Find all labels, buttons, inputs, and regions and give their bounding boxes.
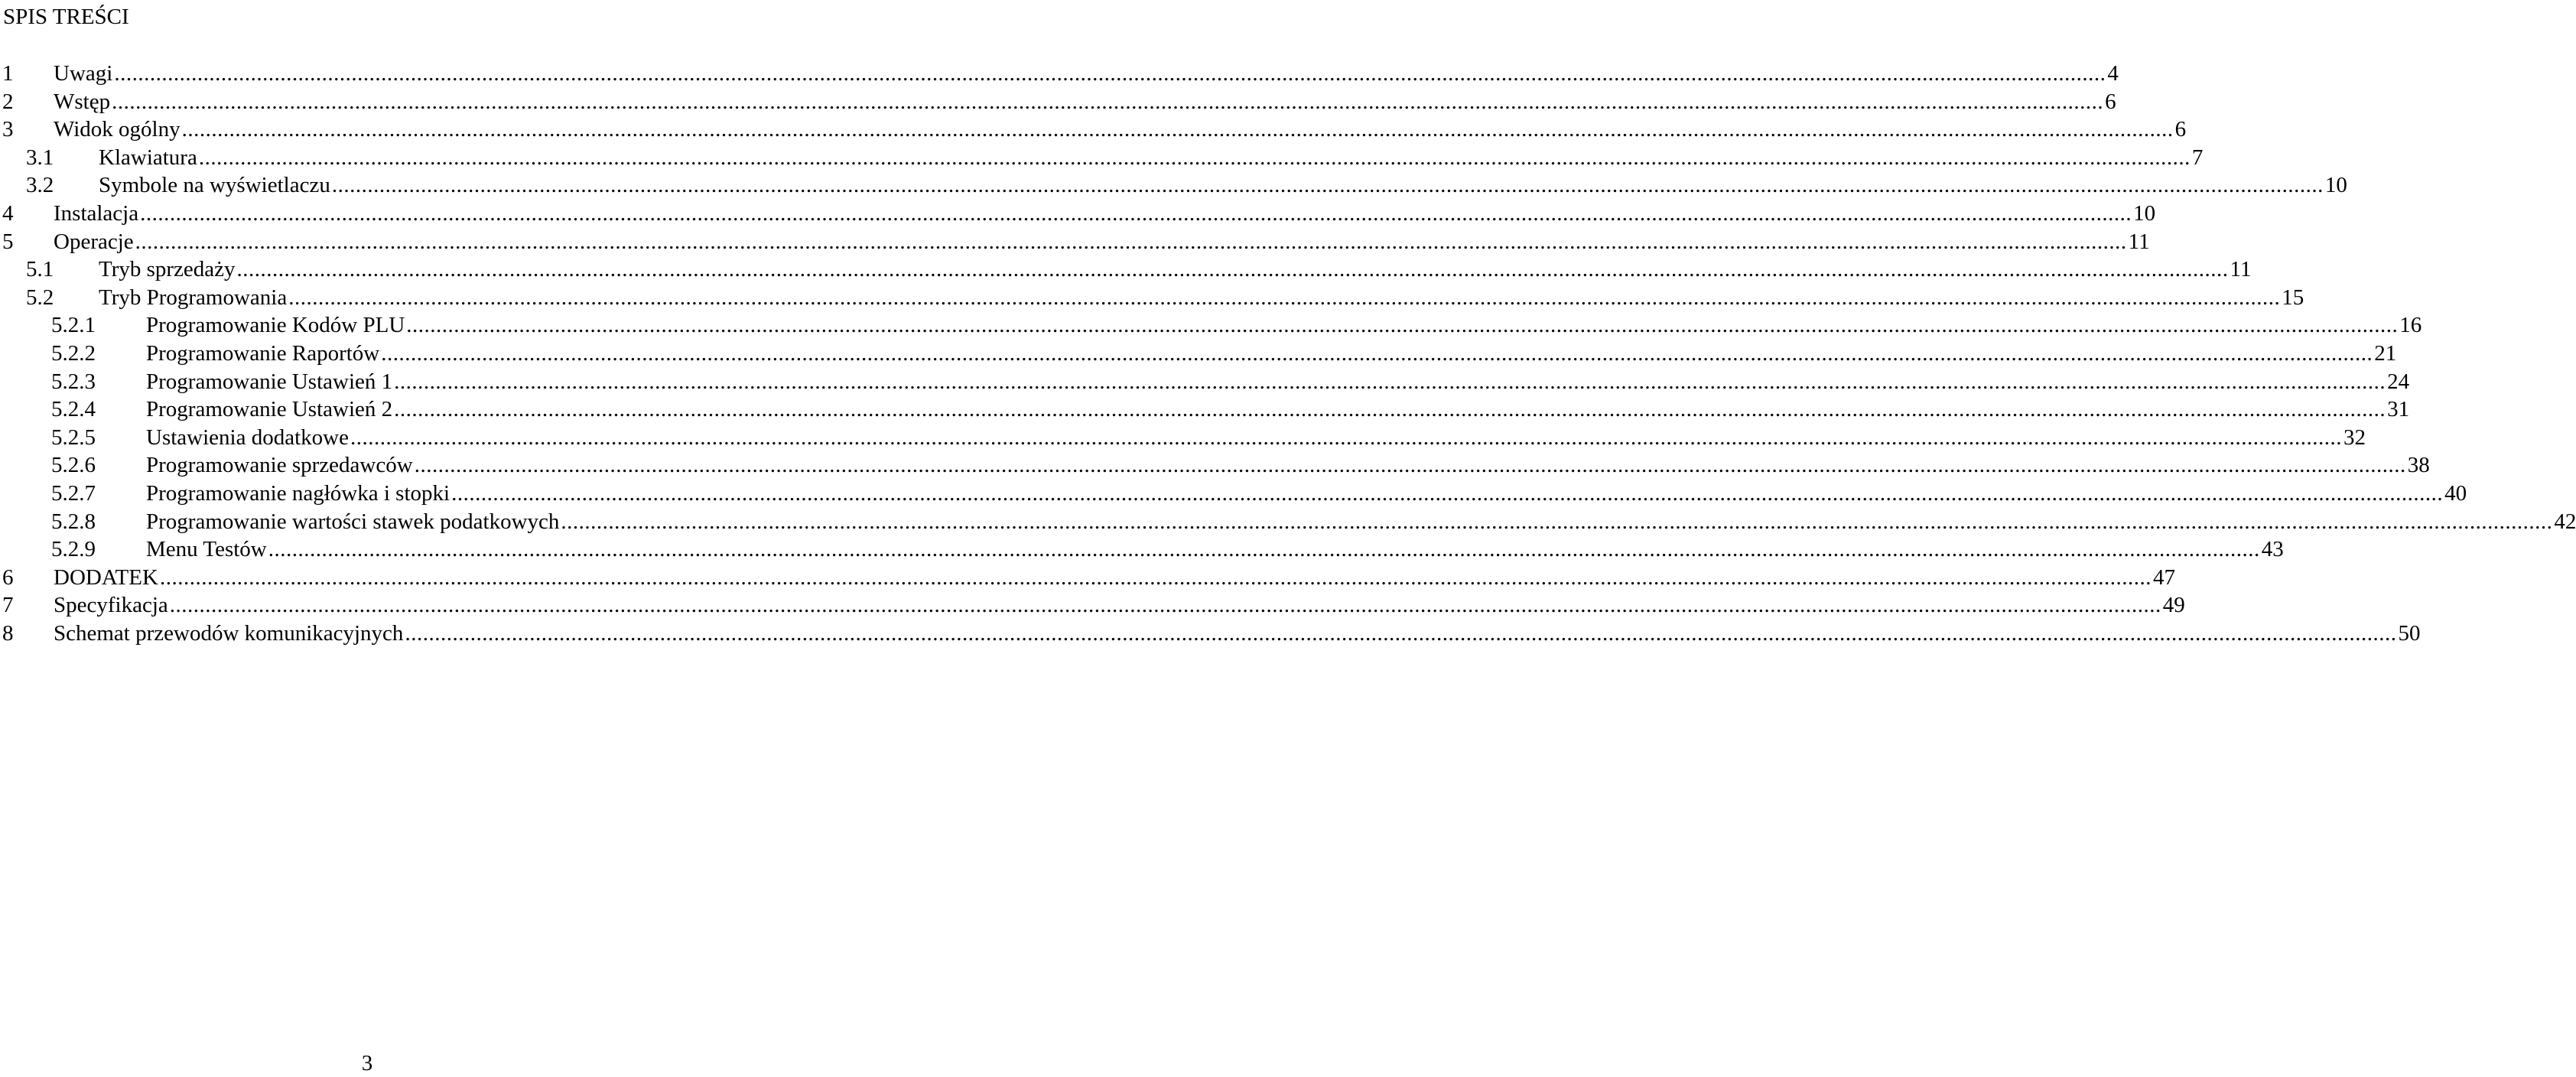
- toc-entry-number: 5.2.6: [51, 453, 96, 478]
- toc-entry[interactable]: [0, 228, 2150, 256]
- toc-dot-leader: [268, 535, 2260, 563]
- toc-dot-leader: [199, 144, 2191, 171]
- toc-entry-number: 5.2.1: [51, 313, 96, 338]
- toc-entry-page: 47: [2152, 565, 2175, 590]
- toc-entry-page: 6: [2105, 89, 2116, 114]
- toc-list: [0, 60, 2576, 647]
- toc-entry-number: 5.2.7: [51, 480, 96, 506]
- toc-entry[interactable]: [0, 395, 2410, 424]
- toc-entry-title: Programowanie Ustawień 2: [146, 397, 393, 422]
- toc-entry-number: 2: [2, 89, 14, 114]
- toc-entry-page: 50: [2398, 620, 2421, 646]
- toc-entry-page: 42: [2554, 509, 2576, 534]
- toc-entry-title: Wstęp: [54, 89, 111, 114]
- toc-entry-number: 5.2.5: [51, 425, 96, 450]
- toc-dot-leader: [182, 116, 2174, 143]
- toc-entry-number: 5.2.9: [51, 537, 96, 562]
- toc-entry-page: 43: [2261, 537, 2284, 562]
- toc-entry-title: Operacje: [54, 229, 134, 254]
- toc-entry-page: 15: [2282, 285, 2304, 310]
- page-number: 3: [361, 1051, 373, 1075]
- toc-entry[interactable]: [0, 311, 2422, 340]
- toc-dot-leader: [405, 620, 2396, 647]
- toc-entry-number: 3: [2, 117, 14, 142]
- toc-entry[interactable]: [0, 480, 2467, 508]
- toc-entry-page: 24: [2387, 369, 2410, 394]
- toc-entry-title: Uwagi: [54, 61, 113, 86]
- toc-entry[interactable]: [0, 451, 2430, 480]
- toc-dot-leader: [114, 60, 2106, 87]
- toc-entry-number: 8: [2, 620, 14, 646]
- toc-dot-leader: [112, 88, 2103, 116]
- toc-entry-page: 4: [2107, 61, 2119, 86]
- toc-dot-leader: [451, 480, 2443, 507]
- toc-entry-page: 7: [2191, 145, 2204, 170]
- toc-entry-number: 1: [2, 61, 14, 86]
- toc-dot-leader: [140, 200, 2132, 227]
- toc-entry-title: Menu Testów: [146, 537, 267, 562]
- toc-dot-leader: [394, 368, 2386, 395]
- toc-dot-leader: [135, 228, 2127, 255]
- toc-entry[interactable]: [0, 340, 2397, 368]
- toc-entry-title: Programowanie Ustawień 1: [146, 369, 393, 394]
- toc-entry-page: 31: [2387, 397, 2410, 422]
- toc-entry-title: DODATEK: [54, 565, 158, 590]
- toc-entry-title: Ustawienia dodatkowe: [146, 425, 349, 450]
- toc-entry-number: 5.2.3: [51, 369, 96, 394]
- toc-entry-page: 32: [2343, 425, 2366, 450]
- toc-entry-title: Tryb sprzedaży: [99, 257, 236, 282]
- toc-entry-title: Tryb Programowania: [99, 285, 288, 310]
- toc-entry-number: 4: [2, 200, 14, 226]
- toc-entry-page: 21: [2374, 340, 2397, 366]
- toc-entry-title: Specyfikacja: [54, 593, 168, 618]
- toc-entry-title: Programowanie wartości stawek podatkowych: [146, 509, 560, 534]
- toc-dot-leader: [288, 284, 2280, 311]
- toc-entry-title: Programowanie Kodów PLU: [146, 313, 405, 338]
- toc-entry[interactable]: [0, 88, 2116, 116]
- toc-dot-leader: [332, 171, 2324, 199]
- toc-entry-number: 6: [2, 565, 14, 590]
- toc-entry-number: 5.2.4: [51, 397, 96, 422]
- toc-entry-number: 5: [2, 229, 14, 254]
- toc-entry-title: Instalacja: [54, 200, 139, 226]
- toc-entry[interactable]: [0, 535, 2284, 564]
- toc-entry[interactable]: [0, 171, 2347, 200]
- toc-entry-number: 3.2: [26, 173, 54, 198]
- toc-entry-page: 10: [2324, 173, 2347, 198]
- toc-dot-leader: [561, 508, 2552, 535]
- toc-dot-leader: [350, 424, 2342, 451]
- toc-entry-page: 49: [2162, 593, 2185, 618]
- toc-dot-leader: [170, 591, 2161, 619]
- toc-entry-title: Schemat przewodów komunikacyjnych: [54, 620, 404, 646]
- toc-entry-title: Klawiatura: [99, 145, 197, 170]
- toc-entry-page: 11: [2128, 229, 2150, 254]
- toc-entry-page: 10: [2133, 200, 2156, 226]
- toc-entry-number: 3.1: [26, 145, 54, 170]
- toc-entry[interactable]: [0, 255, 2252, 284]
- toc-dot-leader: [394, 395, 2386, 423]
- toc-entry-title: Programowanie sprzedawców: [146, 453, 413, 478]
- toc-entry[interactable]: [0, 368, 2410, 396]
- toc-entry-page: 11: [2230, 257, 2252, 282]
- toc-entry-page: 16: [2399, 313, 2422, 338]
- toc-entry[interactable]: [0, 620, 2421, 648]
- toc-entry-page: 38: [2407, 453, 2430, 478]
- toc-entry[interactable]: [0, 508, 2576, 536]
- toc-dot-leader: [237, 255, 2229, 283]
- toc-entry-number: 5.2.2: [51, 340, 96, 366]
- toc-entry-number: 5.2: [26, 285, 54, 310]
- toc-entry[interactable]: [0, 564, 2175, 592]
- toc-entry[interactable]: [0, 144, 2204, 172]
- toc-entry-page: 6: [2174, 117, 2187, 142]
- toc-entry-number: 5.2.8: [51, 509, 96, 534]
- toc-entry[interactable]: [0, 424, 2366, 452]
- toc-entry-title: Programowanie nagłówka i stopki: [146, 480, 450, 506]
- toc-entry[interactable]: [0, 116, 2187, 144]
- toc-entry[interactable]: [0, 200, 2156, 228]
- toc-entry-number: 7: [2, 593, 14, 618]
- toc-entry-number: 5.1: [26, 257, 54, 282]
- toc-entry-page: 40: [2444, 480, 2467, 506]
- toc-dot-leader: [415, 451, 2406, 479]
- toc-entry[interactable]: [0, 60, 2119, 88]
- toc-entry-title: Symbole na wyświetlaczu: [99, 173, 330, 198]
- toc-entry-title: Widok ogólny: [54, 117, 181, 142]
- toc-entry[interactable]: [0, 591, 2185, 620]
- toc-entry[interactable]: [0, 284, 2304, 312]
- toc-dot-leader: [381, 340, 2373, 367]
- toc-dot-leader: [406, 311, 2398, 339]
- toc-dot-leader: [160, 564, 2152, 591]
- toc-entry-title: Programowanie Raportów: [146, 340, 380, 366]
- toc-title: SPIS TREŚCI: [3, 5, 129, 29]
